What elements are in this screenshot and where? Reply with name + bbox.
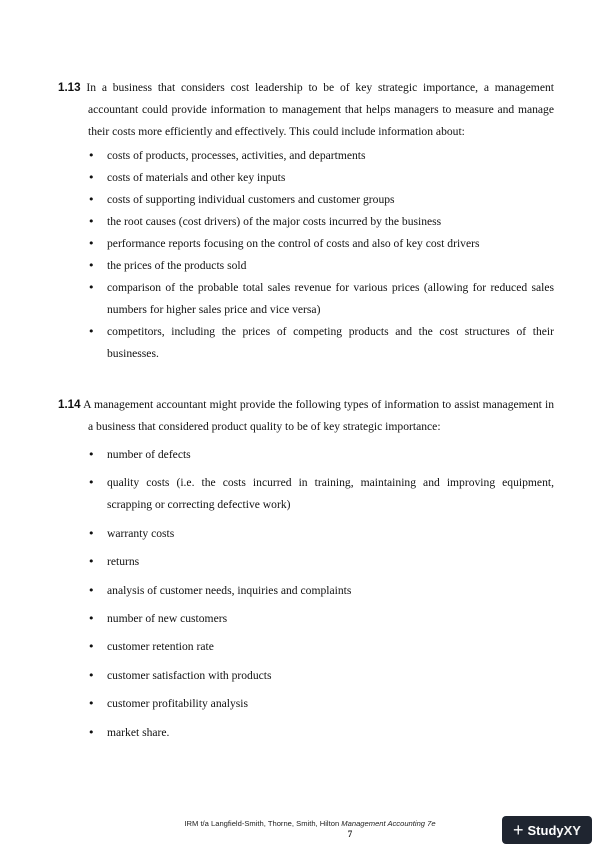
- list-item: • number of defects: [88, 444, 554, 466]
- question-intro-text: In a business that considers cost leadership to be of key strategic importance, a management accountant could provide information to management that helps managers to measure and manage their costs more efficiently and effectively. This could include information about:: [86, 81, 554, 138]
- question-intro-text: A management accountant might provide the following types of information to assist management in a business that considered product quality to be of key strategic importance:: [83, 398, 554, 433]
- list-item: • customer retention rate: [88, 636, 554, 658]
- question-number: 1.14: [58, 398, 81, 411]
- question-intro: [58, 77, 554, 143]
- studyxy-logo: [502, 816, 592, 844]
- bullet-list: [58, 145, 554, 365]
- logo-wordmark: StudyXY: [527, 822, 581, 838]
- footer-book-title: Management Accounting 7e: [341, 819, 436, 828]
- bullet-icon: •: [88, 611, 95, 625]
- bullet-icon: •: [88, 259, 95, 272]
- list-item: • returns: [88, 551, 554, 573]
- question-number: 1.13: [58, 81, 81, 94]
- list-item: • the root causes (cost drivers) of the major costs incurred by the business: [88, 211, 554, 233]
- bullet-icon: •: [88, 237, 95, 250]
- bullet-icon: •: [88, 149, 95, 162]
- list-item: • costs of materials and other key inputs: [88, 167, 554, 189]
- list-item: • market share.: [88, 722, 554, 744]
- list-item: • number of new customers: [88, 608, 554, 630]
- list-item: • quality costs (i.e. the costs incurred in training, maintaining and improving equipment, scrapping or correcting defective work): [88, 472, 554, 516]
- list-item: • analysis of customer needs, inquiries and complaints: [88, 580, 554, 602]
- bullet-icon: •: [88, 640, 95, 654]
- bullet-icon: •: [88, 215, 95, 228]
- question-1-13: [58, 77, 554, 365]
- list-item: • customer profitability analysis: [88, 693, 554, 715]
- bullet-icon: •: [88, 193, 95, 206]
- bullet-icon: •: [88, 555, 95, 569]
- list-item: • performance reports focusing on the control of costs and also of key cost drivers: [88, 233, 554, 255]
- question-1-14: [58, 394, 554, 750]
- list-item: • competitors, including the prices of competing products and the cost structures of their businesses.: [88, 321, 554, 365]
- bullet-icon: •: [88, 448, 95, 461]
- list-item: • customer satisfaction with products: [88, 665, 554, 687]
- footer-reference: IRM t/a Langfield-Smith, Thorne, Smith, Hilton Management Accounting 7e: [184, 819, 436, 828]
- list-item: • costs of products, processes, activities, and departments: [88, 145, 554, 167]
- bullet-icon: •: [88, 476, 95, 490]
- page-number: 7: [347, 829, 353, 839]
- bullet-icon: •: [88, 171, 95, 184]
- bullet-icon: •: [88, 526, 95, 540]
- bullet-icon: •: [88, 725, 95, 739]
- bullet-list: [58, 444, 554, 744]
- list-item: • comparison of the probable total sales revenue for various prices (allowing for reduced sales numbers for higher sales price and vice versa): [88, 277, 554, 321]
- bullet-icon: •: [88, 325, 95, 338]
- bullet-icon: •: [88, 281, 95, 294]
- question-intro: [58, 394, 554, 438]
- bullet-icon: •: [88, 583, 95, 597]
- plus-icon: +: [513, 820, 524, 840]
- list-item: • the prices of the products sold: [88, 255, 554, 277]
- list-item: • costs of supporting individual customers and customer groups: [88, 189, 554, 211]
- bullet-icon: •: [88, 668, 95, 682]
- list-item: • warranty costs: [88, 523, 554, 545]
- bullet-icon: •: [88, 697, 95, 711]
